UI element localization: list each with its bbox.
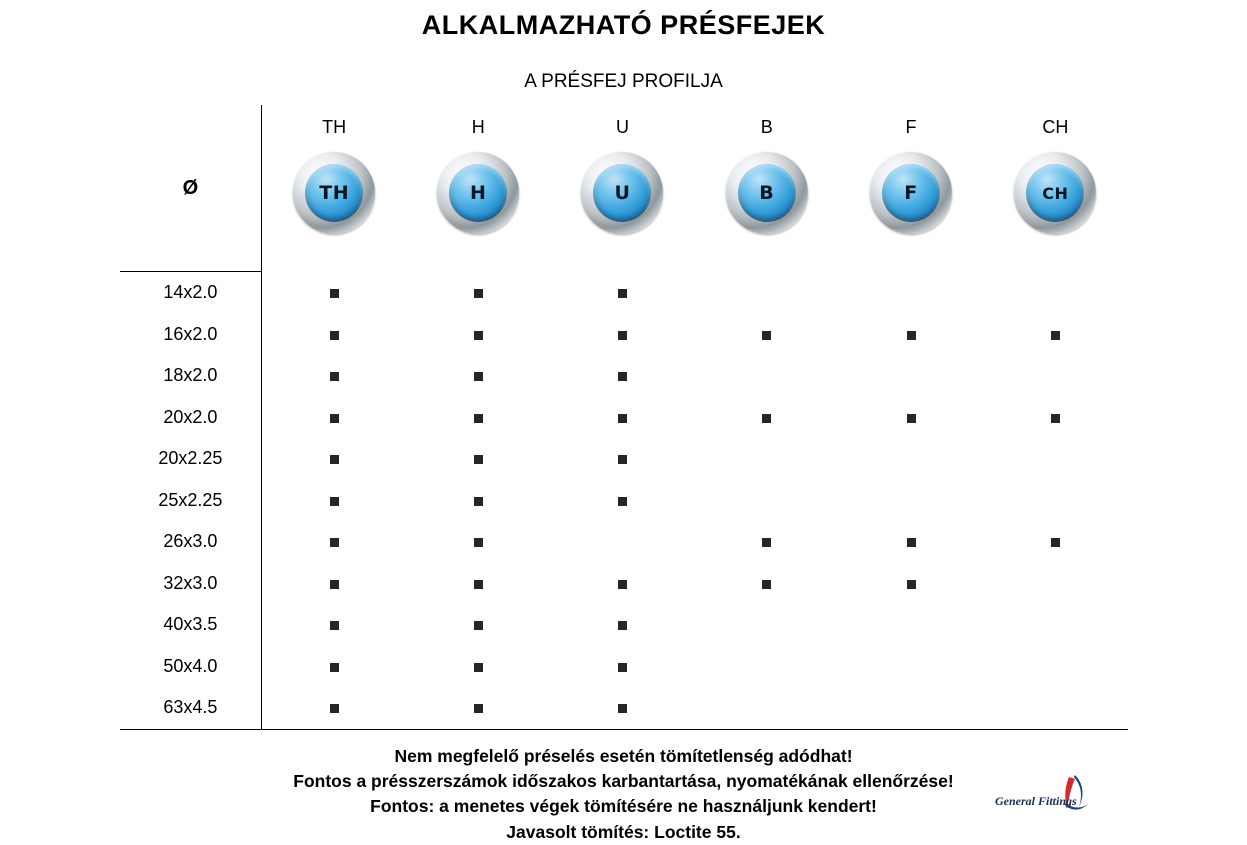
empty-cell — [839, 272, 983, 314]
press-head-badge-ch-icon — [1014, 152, 1096, 234]
compatibility-mark-cell — [550, 355, 694, 397]
table-row — [120, 397, 1128, 439]
note-line: Nem megfelelő préselés esetén tömítetlenség adódhat! — [0, 744, 1247, 769]
compatible-square-icon — [330, 289, 339, 298]
table-row — [120, 604, 1128, 646]
empty-cell — [839, 438, 983, 480]
compatibility-mark-cell — [550, 480, 694, 522]
empty-cell — [983, 687, 1127, 729]
compatible-square-icon — [762, 580, 771, 589]
badge-text: U — [593, 164, 651, 222]
diameter-column-header — [120, 105, 262, 272]
diameter-cell: 20x2.0 — [120, 397, 262, 439]
profile-label: H — [406, 117, 550, 138]
diameter-cell: 40x3.5 — [120, 604, 262, 646]
compatible-square-icon — [618, 289, 627, 298]
profile-label: CH — [983, 117, 1127, 138]
compatibility-mark-cell — [406, 397, 550, 439]
matrix-body — [120, 272, 1128, 730]
diameter-symbol: Ø — [183, 177, 199, 199]
compatibility-mark-cell — [983, 314, 1127, 356]
compatibility-mark-cell — [695, 397, 839, 439]
compatibility-mark-cell — [262, 314, 406, 356]
empty-cell — [839, 687, 983, 729]
profile-label: U — [550, 117, 694, 138]
compatibility-mark-cell — [983, 521, 1127, 563]
table-row — [120, 314, 1128, 356]
badge-text: F — [882, 164, 940, 222]
badge-text: TH — [305, 164, 363, 222]
compatible-square-icon — [474, 538, 483, 547]
compatibility-mark-cell — [695, 521, 839, 563]
compatibility-mark-cell — [550, 687, 694, 729]
compatibility-mark-cell — [406, 438, 550, 480]
compatibility-mark-cell — [262, 355, 406, 397]
profile-label: F — [839, 117, 983, 138]
compatibility-mark-cell — [406, 480, 550, 522]
empty-cell — [550, 521, 694, 563]
logo-text: General Fittings — [995, 794, 1077, 809]
compatible-square-icon — [762, 538, 771, 547]
compatible-square-icon — [474, 580, 483, 589]
table-row — [120, 646, 1128, 688]
compatible-square-icon — [474, 704, 483, 713]
compatible-square-icon — [474, 497, 483, 506]
press-head-compatibility-table — [120, 105, 1128, 730]
empty-cell — [983, 438, 1127, 480]
profile-label: TH — [262, 117, 406, 138]
compatibility-mark-cell — [406, 272, 550, 314]
diameter-cell: 18x2.0 — [120, 355, 262, 397]
compatible-square-icon — [618, 580, 627, 589]
compatible-square-icon — [907, 331, 916, 340]
compatible-square-icon — [330, 414, 339, 423]
table-row — [120, 272, 1128, 314]
table-row — [120, 438, 1128, 480]
empty-cell — [983, 646, 1127, 688]
empty-cell — [695, 604, 839, 646]
page-title: ALKALMAZHATÓ PRÉSFEJEK — [0, 0, 1247, 41]
note-line: Fontos: a menetes végek tömítésére ne használjunk kendert! — [0, 794, 1247, 819]
profile-column-h — [406, 105, 550, 272]
diameter-cell: 14x2.0 — [120, 272, 262, 314]
compatibility-mark-cell — [406, 604, 550, 646]
empty-cell — [839, 604, 983, 646]
empty-cell — [983, 480, 1127, 522]
compatible-square-icon — [474, 663, 483, 672]
empty-cell — [695, 646, 839, 688]
press-head-badge-f-icon — [870, 152, 952, 234]
compatibility-mark-cell — [262, 563, 406, 605]
profile-column-ch — [983, 105, 1127, 272]
compatibility-mark-cell — [550, 438, 694, 480]
profile-column-u — [550, 105, 694, 272]
section-subtitle: A PRÉSFEJ PROFILJA — [0, 71, 1247, 93]
badge-text: CH — [1026, 164, 1084, 222]
compatibility-mark-cell — [262, 397, 406, 439]
compatible-square-icon — [618, 372, 627, 381]
empty-cell — [983, 272, 1127, 314]
compatible-square-icon — [618, 663, 627, 672]
empty-cell — [839, 646, 983, 688]
compatibility-mark-cell — [406, 314, 550, 356]
press-head-badge-u-icon — [581, 152, 663, 234]
compatibility-mark-cell — [550, 563, 694, 605]
press-head-badge-h-icon — [437, 152, 519, 234]
diameter-cell: 25x2.25 — [120, 480, 262, 522]
compatible-square-icon — [330, 621, 339, 630]
empty-cell — [695, 355, 839, 397]
compatible-square-icon — [618, 497, 627, 506]
profile-label: B — [695, 117, 839, 138]
compatibility-mark-cell — [262, 687, 406, 729]
compatible-square-icon — [907, 414, 916, 423]
empty-cell — [983, 355, 1127, 397]
compatible-square-icon — [618, 621, 627, 630]
empty-cell — [695, 438, 839, 480]
compatible-square-icon — [907, 580, 916, 589]
empty-cell — [839, 355, 983, 397]
compatible-square-icon — [330, 538, 339, 547]
compatible-square-icon — [618, 455, 627, 464]
empty-cell — [695, 687, 839, 729]
compatible-square-icon — [474, 621, 483, 630]
compatible-square-icon — [618, 331, 627, 340]
compatible-square-icon — [1051, 414, 1060, 423]
compatibility-mark-cell — [406, 687, 550, 729]
table-header-row — [120, 105, 1128, 272]
compatibility-mark-cell — [406, 521, 550, 563]
empty-cell — [839, 480, 983, 522]
compatible-square-icon — [474, 414, 483, 423]
compatible-square-icon — [330, 663, 339, 672]
compatible-square-icon — [330, 455, 339, 464]
compatibility-mark-cell — [262, 480, 406, 522]
compatible-square-icon — [474, 331, 483, 340]
compatibility-mark-cell — [262, 646, 406, 688]
compatibility-mark-cell — [550, 272, 694, 314]
compatible-square-icon — [330, 331, 339, 340]
compatible-square-icon — [474, 289, 483, 298]
badge-text: H — [449, 164, 507, 222]
empty-cell — [983, 604, 1127, 646]
compatibility-mark-cell — [695, 563, 839, 605]
compatibility-mark-cell — [550, 314, 694, 356]
compatibility-mark-cell — [839, 521, 983, 563]
compatible-square-icon — [330, 372, 339, 381]
empty-cell — [983, 563, 1127, 605]
compatibility-mark-cell — [695, 314, 839, 356]
general-fittings-logo — [995, 773, 1115, 813]
profile-column-b — [695, 105, 839, 272]
diameter-cell: 16x2.0 — [120, 314, 262, 356]
compatibility-mark-cell — [262, 272, 406, 314]
diameter-cell: 50x4.0 — [120, 646, 262, 688]
press-head-badge-th-icon — [293, 152, 375, 234]
compatibility-mark-cell — [550, 604, 694, 646]
table-row — [120, 687, 1128, 729]
matrix-table — [120, 105, 1128, 730]
profile-column-th — [262, 105, 406, 272]
compatibility-mark-cell — [839, 563, 983, 605]
compatible-square-icon — [474, 455, 483, 464]
compatibility-mark-cell — [406, 563, 550, 605]
profile-column-f — [839, 105, 983, 272]
diameter-cell: 32x3.0 — [120, 563, 262, 605]
compatibility-mark-cell — [262, 604, 406, 646]
empty-cell — [695, 272, 839, 314]
diameter-cell: 63x4.5 — [120, 687, 262, 729]
compatible-square-icon — [762, 331, 771, 340]
compatibility-mark-cell — [406, 646, 550, 688]
compatible-square-icon — [330, 704, 339, 713]
compatibility-mark-cell — [550, 397, 694, 439]
compatible-square-icon — [618, 704, 627, 713]
note-line: Fontos a présszerszámok időszakos karbantartása, nyomatékának ellenőrzése! — [0, 769, 1247, 794]
press-head-badge-b-icon — [726, 152, 808, 234]
compatible-square-icon — [907, 538, 916, 547]
compatible-square-icon — [762, 414, 771, 423]
badge-text: B — [738, 164, 796, 222]
table-row — [120, 480, 1128, 522]
compatible-square-icon — [474, 372, 483, 381]
compatibility-mark-cell — [550, 646, 694, 688]
compatibility-mark-cell — [262, 521, 406, 563]
table-row — [120, 521, 1128, 563]
compatibility-mark-cell — [839, 314, 983, 356]
compatible-square-icon — [1051, 331, 1060, 340]
compatibility-mark-cell — [983, 397, 1127, 439]
diameter-cell: 26x3.0 — [120, 521, 262, 563]
compatible-square-icon — [330, 497, 339, 506]
compatible-square-icon — [618, 414, 627, 423]
compatible-square-icon — [1051, 538, 1060, 547]
compatibility-mark-cell — [406, 355, 550, 397]
diameter-cell: 20x2.25 — [120, 438, 262, 480]
table-row — [120, 355, 1128, 397]
compatibility-mark-cell — [839, 397, 983, 439]
note-line: Javasolt tömítés: Loctite 55. — [0, 820, 1247, 845]
compatible-square-icon — [330, 580, 339, 589]
compatibility-mark-cell — [262, 438, 406, 480]
table-row — [120, 563, 1128, 605]
empty-cell — [695, 480, 839, 522]
